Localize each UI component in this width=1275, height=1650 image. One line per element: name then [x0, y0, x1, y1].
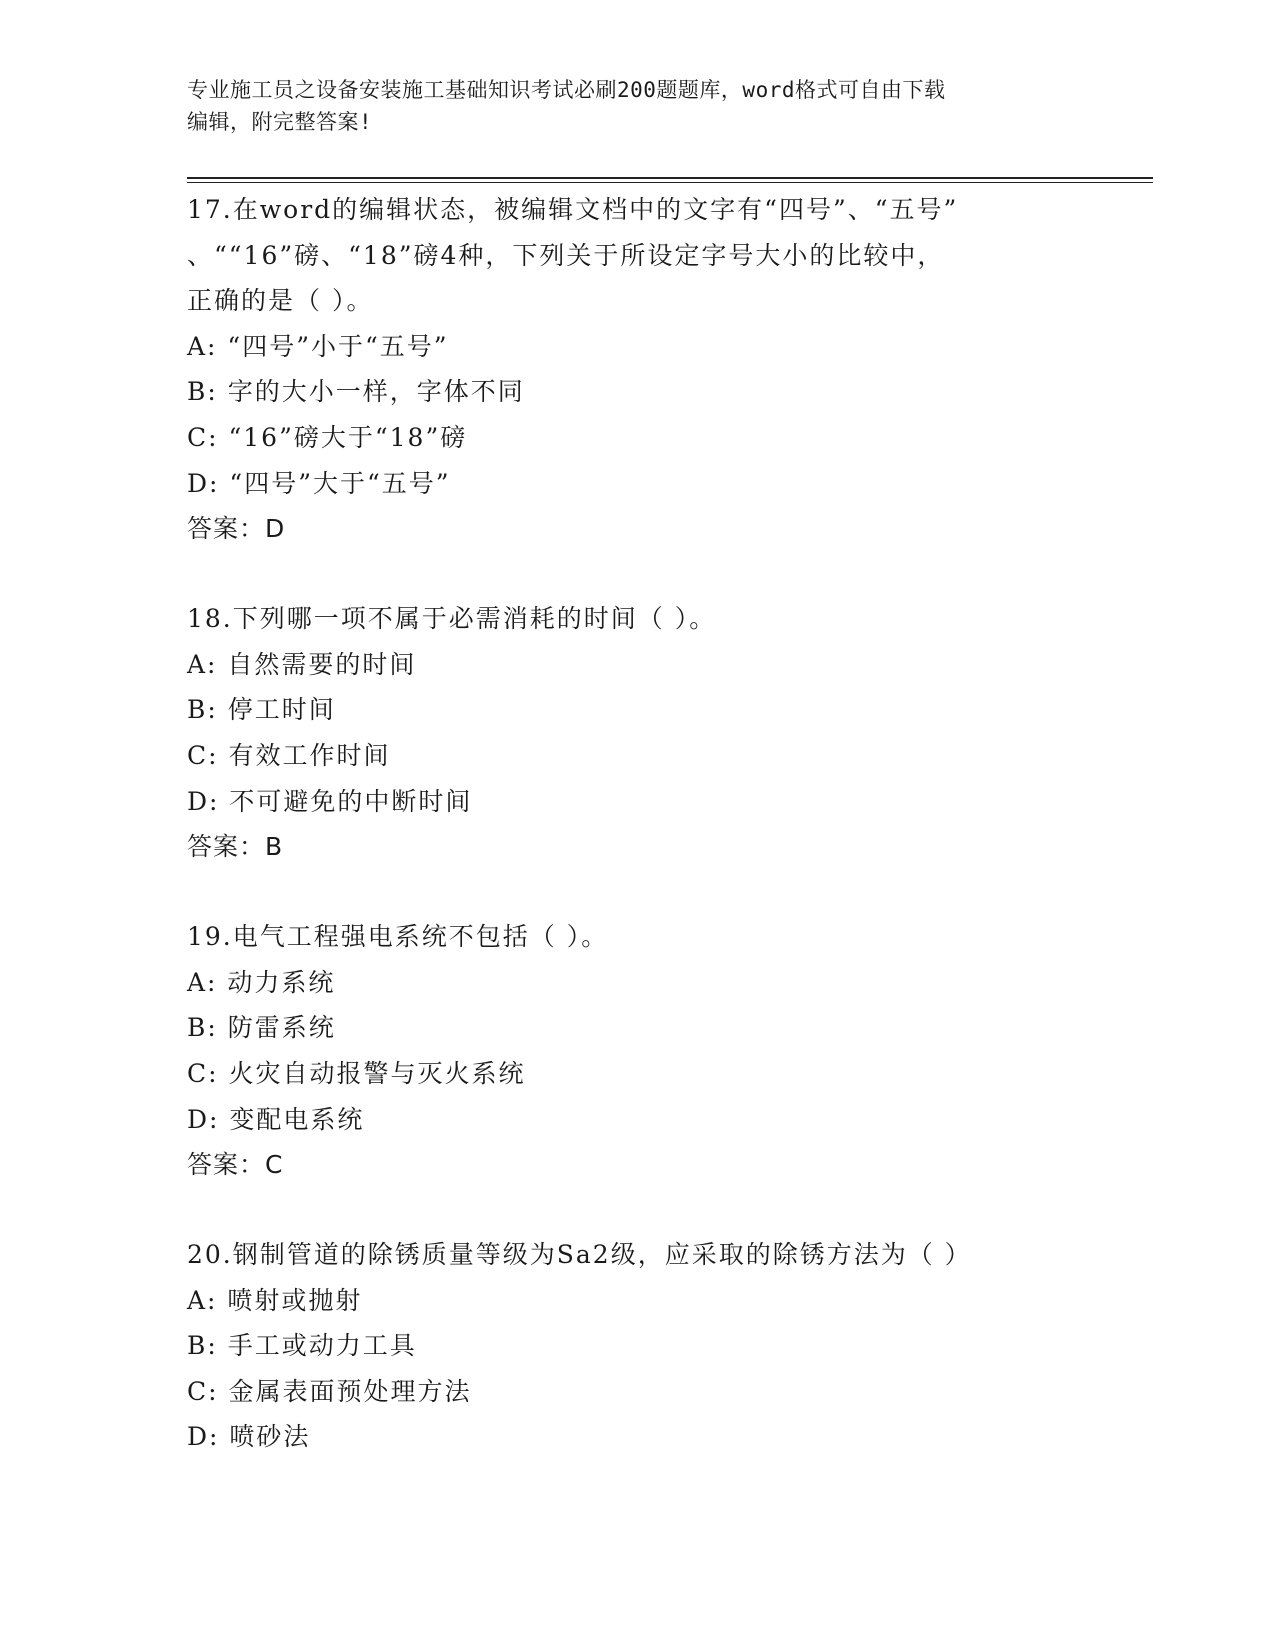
option-c: C: 火灾自动报警与灭火系统	[187, 1058, 526, 1088]
document-header	[187, 74, 1087, 138]
question-text: 、““16”磅、“18”磅4种，下列关于所设定字号大小的比较中，	[187, 240, 945, 270]
question-text: 19.电气工程强电系统不包括（ ）。	[187, 922, 609, 952]
option-d: D: 不可避免的中断时间	[187, 786, 473, 816]
option-b: B: 字的大小一样，字体不同	[187, 377, 525, 407]
option-d: D: 喷砂法	[187, 1422, 311, 1452]
option-d: D: “四号”大于“五号”	[187, 468, 451, 498]
option-b: B: 停工时间	[187, 695, 336, 725]
question-text: 18.下列哪一项不属于必需消耗的时间（ ）。	[187, 604, 717, 634]
option-a: A: 动力系统	[187, 967, 336, 997]
option-c: C: 有效工作时间	[187, 740, 391, 770]
answer-text: 答案：D	[187, 514, 286, 544]
option-a: A: 自然需要的时间	[187, 649, 417, 679]
spacer	[187, 870, 1147, 914]
question-text: 17.在word的编辑状态，被编辑文档中的文字有“四号”、“五号”	[187, 195, 959, 224]
header-divider-thick	[187, 177, 1153, 179]
question-19	[187, 914, 1147, 1188]
option-c: C: 金属表面预处理方法	[187, 1376, 472, 1406]
spacer	[187, 552, 1147, 596]
question-text: 正确的是（ ）。	[187, 286, 374, 316]
question-18	[187, 596, 1147, 870]
option-a: A: “四号”小于“五号”	[187, 331, 449, 361]
spacer	[187, 1188, 1147, 1232]
question-20	[187, 1232, 1147, 1460]
option-b: B: 手工或动力工具	[187, 1331, 417, 1361]
answer-text: 答案：C	[187, 1150, 284, 1180]
question-text: 20.钢制管道的除锈质量等级为Sa2级，应采取的除锈方法为（ ）	[187, 1240, 972, 1270]
option-d: D: 变配电系统	[187, 1104, 365, 1134]
question-17	[187, 187, 1147, 552]
option-c: C: “16”磅大于“18”磅	[187, 422, 468, 452]
answer-text: 答案：B	[187, 832, 284, 862]
header-line: 专业施工员之设备安装施工基础知识考试必刷200题题库，word格式可自由下载	[187, 78, 946, 102]
question-list	[187, 187, 1147, 1460]
header-line: 编辑，附完整答案!	[187, 110, 373, 134]
option-b: B: 防雷系统	[187, 1013, 336, 1043]
header-divider-thin	[187, 182, 1153, 183]
option-a: A: 喷射或抛射	[187, 1285, 363, 1315]
